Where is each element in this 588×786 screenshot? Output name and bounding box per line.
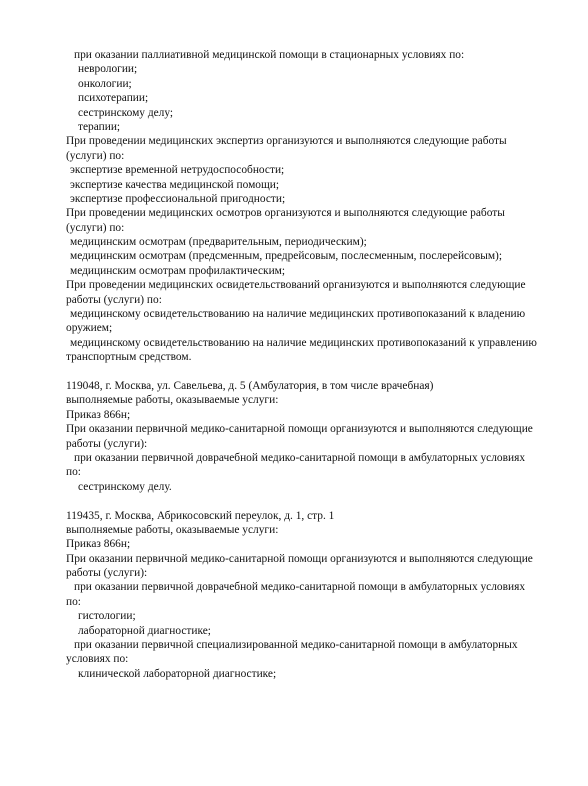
document-line: онкологии; — [78, 77, 132, 90]
document-line: медицинским осмотрам профилактическим; — [70, 264, 286, 277]
document-line: При проведении медицинских освидетельствований организуются и выполняются следующие — [66, 279, 526, 292]
document-line: лабораторной диагностике; — [78, 624, 211, 637]
document-line: экспертизе качества медицинской помощи; — [70, 178, 280, 191]
document-line: 119048, г. Москва, ул. Савельева, д. 5 (Амбулатория, в том числе врачебная) — [66, 379, 434, 392]
document-line: при оказании первичной доврачебной медико-санитарной помощи в амбулаторных условиях — [74, 581, 526, 594]
document-line: гистологии; — [78, 610, 136, 623]
document-line: при оказании первичной специализированной медико-санитарной помощи в амбулаторных — [74, 639, 518, 652]
document-line: по: — [66, 466, 81, 479]
document-line: При оказании первичной медико-санитарной помощи организуются и выполняются следующие — [66, 552, 533, 565]
document-line: 119435, г. Москва, Абрикосовский переулок, д. 1, стр. 1 — [66, 509, 335, 522]
document-line: неврологии; — [78, 63, 138, 76]
document-line: Приказ 866н; — [66, 408, 131, 421]
document-line: работы (услуги): — [66, 567, 148, 580]
blank-line — [66, 365, 562, 379]
document-line: сестринскому делу. — [78, 480, 172, 493]
document-line: При оказании первичной медико-санитарной помощи организуются и выполняются следующие — [66, 423, 533, 436]
document-line: (услуги) по: — [66, 149, 125, 162]
document-line: при оказании первичной доврачебной медико-санитарной помощи в амбулаторных условиях — [74, 451, 526, 464]
document-line: При проведении медицинских экспертиз организуются и выполняются следующие работы — [66, 135, 507, 148]
document-line: психотерапии; — [78, 92, 149, 105]
document-line: работы (услуги): — [66, 437, 148, 450]
document-line: медицинскому освидетельствованию на наличие медицинских противопоказаний к управлению — [70, 336, 537, 349]
document-line: при оказании паллиативной медицинской помощи в стационарных условиях по: — [74, 49, 465, 61]
document-line: (услуги) по: — [66, 221, 125, 234]
document-line: оружием; — [66, 322, 113, 335]
blank-line — [66, 494, 562, 508]
document-line: медицинским осмотрам (предварительным, периодическим); — [70, 236, 367, 249]
document-line: При проведении медицинских осмотров организуются и выполняются следующие работы — [66, 207, 505, 220]
document-line: экспертизе временной нетрудоспособности; — [70, 164, 285, 177]
document-line: Приказ 866н; — [66, 538, 131, 551]
document-line: выполняемые работы, оказываемые услуги: — [66, 523, 279, 536]
document-line: по: — [66, 595, 81, 608]
document-line: медицинскому освидетельствованию на наличие медицинских противопоказаний к владению — [70, 308, 526, 321]
document-line: работы (услуги) по: — [66, 293, 162, 306]
document-line: экспертизе профессиональной пригодности; — [70, 192, 286, 205]
document-line: сестринскому делу; — [78, 106, 174, 119]
document-line: клинической лабораторной диагностике; — [78, 667, 277, 680]
document-line: условиях по: — [66, 653, 129, 666]
document-line: выполняемые работы, оказываемые услуги: — [66, 394, 279, 407]
document-body — [66, 48, 562, 681]
document-line: терапии; — [78, 120, 121, 133]
document-line: медицинским осмотрам (предсменным, предрейсовым, послесменным, послерейсовым); — [70, 250, 503, 263]
document-line: транспортным средством. — [66, 351, 192, 364]
